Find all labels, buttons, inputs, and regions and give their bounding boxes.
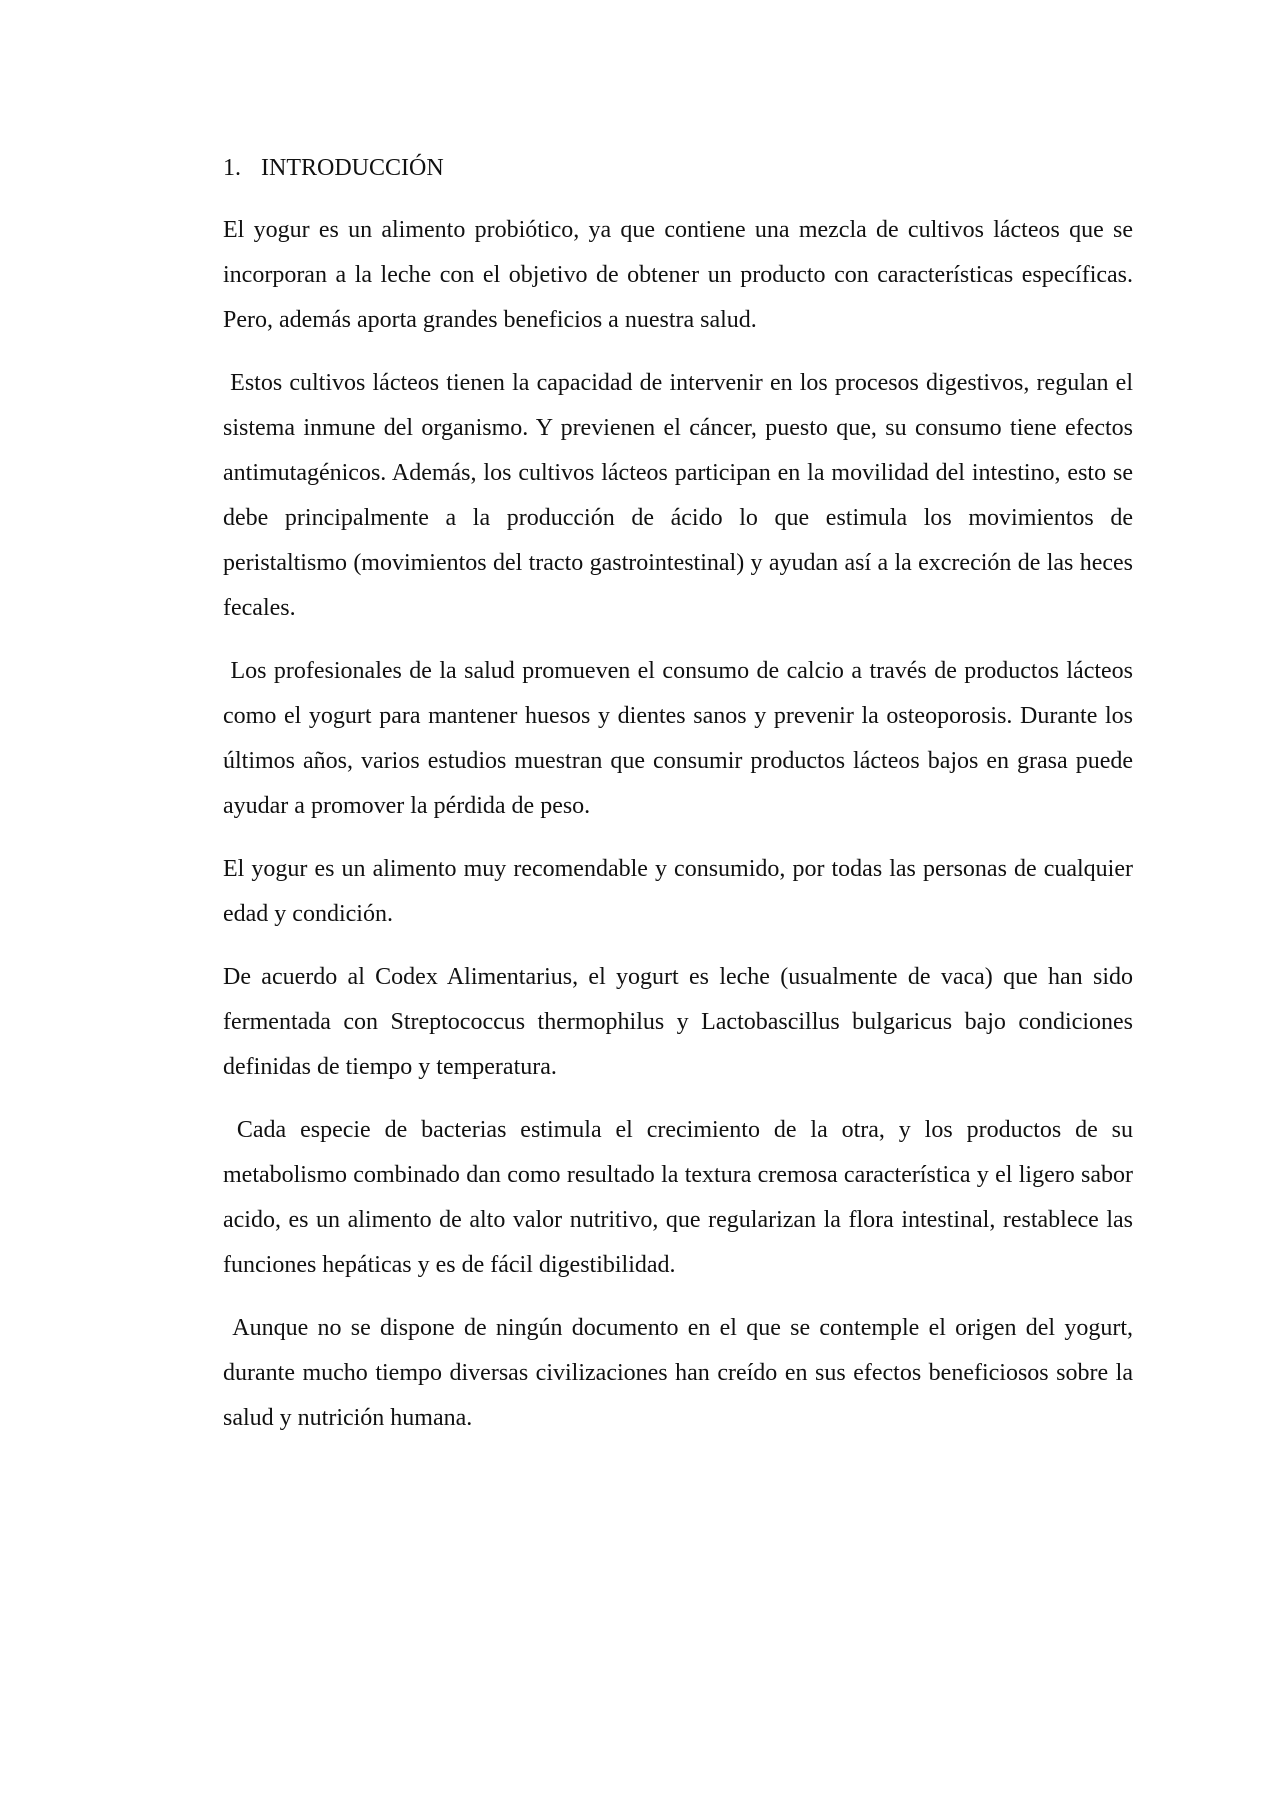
paragraph-3 xyxy=(223,649,1133,829)
paragraph-6 xyxy=(223,1108,1133,1288)
section-number: 1. xyxy=(223,155,241,181)
paragraph-2-text: Estos cultivos lácteos tienen la capacidad de intervenir en los procesos digestivos, regulan el sistema inmune del organismo. Y previenen el cáncer, puesto que, su consumo tiene efectos antimutagénicos. Además, los cultivos lácteos participan en la movilidad del intestino, esto se debe principalmente a la producción de ácido lo que estimula los movimientos de peristaltismo (movimientos del tracto gastrointestinal) y ayudan así a la excreción de las heces fecales. xyxy=(223,370,1134,621)
document-body xyxy=(223,150,1133,1459)
paragraph-4: El yogur es un alimento muy recomendable y consumido, por todas las personas de cualquier edad y condición. xyxy=(223,856,1133,927)
paragraph-7-text: Aunque no se dispone de ningún documento en el que se contemple el origen del yogurt, durante mucho tiempo diversas civilizaciones han creído en sus efectos beneficiosos sobre la salud y nutrición humana. xyxy=(223,1315,1133,1431)
paragraph-2 xyxy=(223,361,1133,631)
paragraph-6-text: Cada especie de bacterias estimula el crecimiento de la otra, y los productos de su metabolismo combinado dan como resultado la textura cremosa característica y el ligero sabor acido, es un alimento de alto valor nutritivo, que regularizan la flora intestinal, restablece las funciones hepáticas y es de fácil digestibilidad. xyxy=(223,1117,1133,1278)
section-heading xyxy=(223,150,1133,186)
paragraph-1: El yogur es un alimento probiótico, ya que contiene una mezcla de cultivos lácteos que se incorporan a la leche con el objetivo de obtener un producto con características específicas. Pero, además aporta grandes beneficios a nuestra salud. xyxy=(223,217,1133,333)
paragraph-5: De acuerdo al Codex Alimentarius, el yogurt es leche (usualmente de vaca) que han sido fermentada con Streptococcus thermophilus y Lactobascillus bulgaricus bajo condiciones definidas de tiempo y temperatura. xyxy=(223,964,1133,1080)
section-title: INTRODUCCIÓN xyxy=(261,155,444,181)
paragraph-7 xyxy=(223,1306,1133,1441)
paragraph-3-text: Los profesionales de la salud promueven el consumo de calcio a través de productos lácteos como el yogurt para mantener huesos y dientes sanos y prevenir la osteoporosis. Durante los últimos años, varios estudios muestran que consumir productos lácteos bajos en grasa puede ayudar a promover la pérdida de peso. xyxy=(223,658,1134,819)
